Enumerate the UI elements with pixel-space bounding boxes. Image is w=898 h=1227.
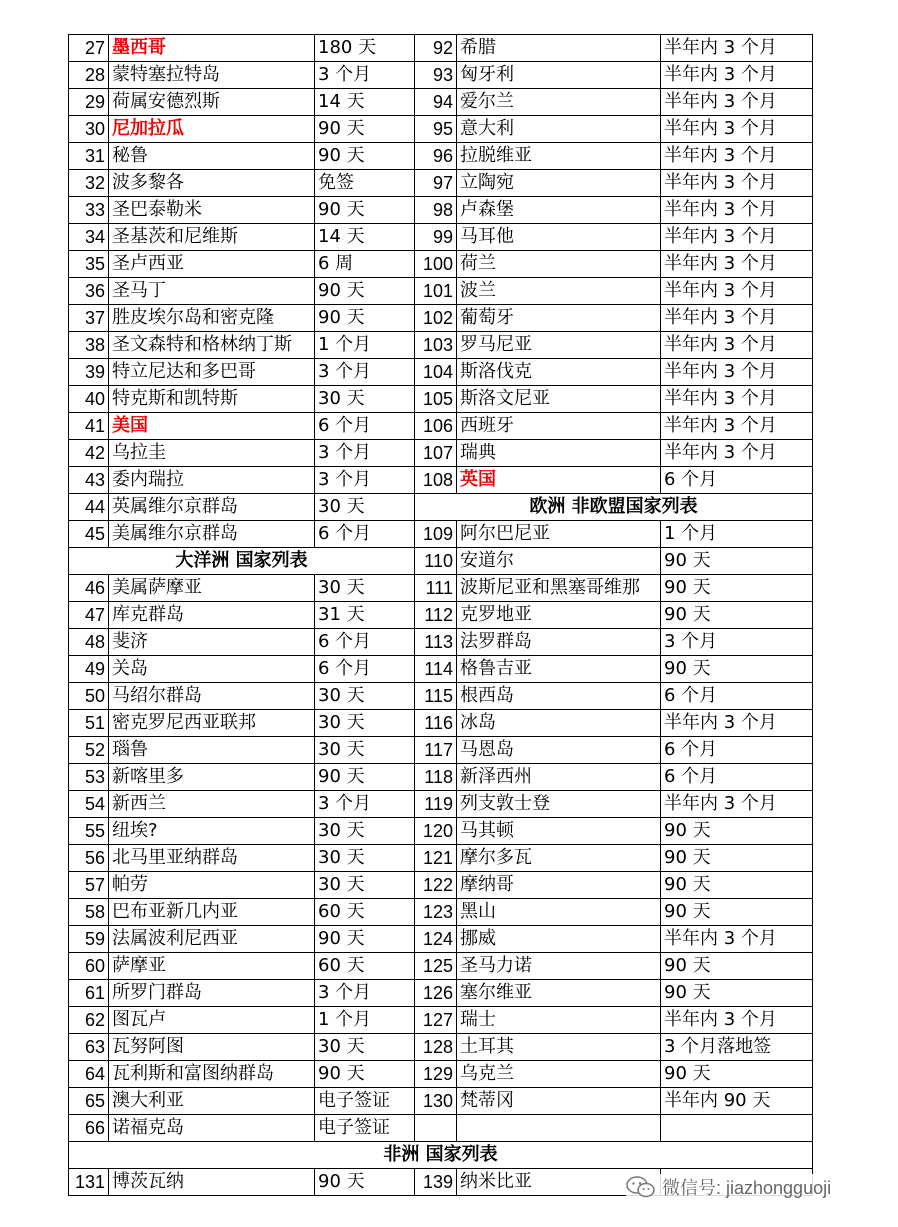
table-row bbox=[69, 278, 813, 305]
country-name: 胜皮埃尔岛和密克隆 bbox=[109, 305, 315, 332]
visa-duration: 半年内 3 个月 bbox=[661, 413, 813, 440]
country-name: 卢森堡 bbox=[457, 197, 661, 224]
section-header: 欧洲 非欧盟国家列表 bbox=[415, 494, 813, 521]
visa-duration: 90 天 bbox=[661, 602, 813, 629]
row-number: 35 bbox=[69, 251, 109, 278]
visa-duration: 30 天 bbox=[315, 494, 415, 521]
country-name: 巴布亚新几内亚 bbox=[109, 899, 315, 926]
visa-duration: 3 个月 bbox=[661, 629, 813, 656]
visa-duration: 半年内 90 天 bbox=[661, 1088, 813, 1115]
country-name: 新泽西州 bbox=[457, 764, 661, 791]
country-name: 立陶宛 bbox=[457, 170, 661, 197]
row-number: 98 bbox=[415, 197, 457, 224]
row-number: 111 bbox=[415, 575, 457, 602]
row-number: 65 bbox=[69, 1088, 109, 1115]
row-number: 60 bbox=[69, 953, 109, 980]
country-name: 所罗门群岛 bbox=[109, 980, 315, 1007]
visa-table-body bbox=[69, 35, 813, 1196]
table-row bbox=[69, 710, 813, 737]
row-number: 99 bbox=[415, 224, 457, 251]
row-number: 110 bbox=[415, 548, 457, 575]
visa-duration: 电子签证 bbox=[315, 1115, 415, 1142]
visa-duration: 90 天 bbox=[315, 278, 415, 305]
visa-duration: 30 天 bbox=[315, 386, 415, 413]
row-number: 51 bbox=[69, 710, 109, 737]
visa-duration: 半年内 3 个月 bbox=[661, 386, 813, 413]
row-number: 44 bbox=[69, 494, 109, 521]
visa-duration: 3 个月 bbox=[315, 467, 415, 494]
row-number: 59 bbox=[69, 926, 109, 953]
row-number: 63 bbox=[69, 1034, 109, 1061]
table-row bbox=[69, 413, 813, 440]
country-name: 冰岛 bbox=[457, 710, 661, 737]
country-name: 安道尔 bbox=[457, 548, 661, 575]
visa-duration: 14 天 bbox=[315, 224, 415, 251]
row-number: 109 bbox=[415, 521, 457, 548]
table-row bbox=[69, 980, 813, 1007]
country-name: 荷属安德烈斯 bbox=[109, 89, 315, 116]
country-name: 尼加拉瓜 bbox=[109, 116, 315, 143]
country-name: 拉脱维亚 bbox=[457, 143, 661, 170]
visa-duration: 30 天 bbox=[315, 575, 415, 602]
country-name: 斯洛伐克 bbox=[457, 359, 661, 386]
country-name: 博茨瓦纳 bbox=[109, 1169, 315, 1196]
country-name: 美属萨摩亚 bbox=[109, 575, 315, 602]
visa-duration: 30 天 bbox=[315, 818, 415, 845]
country-name: 波多黎各 bbox=[109, 170, 315, 197]
country-name: 萨摩亚 bbox=[109, 953, 315, 980]
row-number: 117 bbox=[415, 737, 457, 764]
visa-duration: 半年内 3 个月 bbox=[661, 197, 813, 224]
visa-duration: 免签 bbox=[315, 170, 415, 197]
visa-duration: 3 个月 bbox=[315, 62, 415, 89]
visa-duration: 1 个月 bbox=[315, 1007, 415, 1034]
table-row bbox=[69, 89, 813, 116]
table-row bbox=[69, 1115, 813, 1142]
country-name: 阿尔巴尼亚 bbox=[457, 521, 661, 548]
country-name: 格鲁吉亚 bbox=[457, 656, 661, 683]
row-number: 101 bbox=[415, 278, 457, 305]
row-number: 48 bbox=[69, 629, 109, 656]
row-number: 121 bbox=[415, 845, 457, 872]
visa-duration: 30 天 bbox=[315, 1034, 415, 1061]
country-name: 圣马丁 bbox=[109, 278, 315, 305]
country-name: 北马里亚纳群岛 bbox=[109, 845, 315, 872]
visa-duration: 90 天 bbox=[661, 872, 813, 899]
country-name: 法属波利尼西亚 bbox=[109, 926, 315, 953]
row-number: 39 bbox=[69, 359, 109, 386]
row-number: 47 bbox=[69, 602, 109, 629]
visa-duration: 90 天 bbox=[315, 1169, 415, 1196]
row-number: 127 bbox=[415, 1007, 457, 1034]
table-row bbox=[69, 791, 813, 818]
row-number: 105 bbox=[415, 386, 457, 413]
visa-duration: 半年内 3 个月 bbox=[661, 1007, 813, 1034]
visa-duration: 30 天 bbox=[315, 710, 415, 737]
row-number: 113 bbox=[415, 629, 457, 656]
table-row bbox=[69, 440, 813, 467]
row-number: 95 bbox=[415, 116, 457, 143]
row-number: 114 bbox=[415, 656, 457, 683]
row-number: 43 bbox=[69, 467, 109, 494]
row-number: 116 bbox=[415, 710, 457, 737]
visa-duration: 半年内 3 个月 bbox=[661, 305, 813, 332]
visa-duration: 6 个月 bbox=[315, 413, 415, 440]
visa-duration: 180 天 bbox=[315, 35, 415, 62]
row-number: 27 bbox=[69, 35, 109, 62]
table-row bbox=[69, 386, 813, 413]
table-row bbox=[69, 521, 813, 548]
row-number: 139 bbox=[415, 1169, 457, 1196]
country-name: 秘鲁 bbox=[109, 143, 315, 170]
visa-duration: 半年内 3 个月 bbox=[661, 170, 813, 197]
table-row bbox=[69, 359, 813, 386]
country-name: 摩纳哥 bbox=[457, 872, 661, 899]
visa-duration: 6 个月 bbox=[661, 683, 813, 710]
row-number: 124 bbox=[415, 926, 457, 953]
row-number: 46 bbox=[69, 575, 109, 602]
visa-duration: 半年内 3 个月 bbox=[661, 332, 813, 359]
country-name: 关岛 bbox=[109, 656, 315, 683]
country-name: 塞尔维亚 bbox=[457, 980, 661, 1007]
visa-duration: 90 天 bbox=[315, 305, 415, 332]
visa-duration: 半年内 3 个月 bbox=[661, 926, 813, 953]
table-row bbox=[69, 575, 813, 602]
country-name: 新喀里多 bbox=[109, 764, 315, 791]
country-name: 斐济 bbox=[109, 629, 315, 656]
row-number: 97 bbox=[415, 170, 457, 197]
table-row bbox=[69, 305, 813, 332]
visa-duration: 60 天 bbox=[315, 899, 415, 926]
country-name: 乌拉圭 bbox=[109, 440, 315, 467]
row-number: 102 bbox=[415, 305, 457, 332]
row-number: 50 bbox=[69, 683, 109, 710]
visa-duration: 90 天 bbox=[661, 818, 813, 845]
country-name: 列支敦士登 bbox=[457, 791, 661, 818]
visa-duration: 90 天 bbox=[315, 926, 415, 953]
visa-duration: 90 天 bbox=[661, 899, 813, 926]
visa-duration: 半年内 3 个月 bbox=[661, 224, 813, 251]
row-number: 30 bbox=[69, 116, 109, 143]
table-row bbox=[69, 1142, 813, 1169]
country-name: 圣文森特和格林纳丁斯 bbox=[109, 332, 315, 359]
country-name: 波斯尼亚和黑塞哥维那 bbox=[457, 575, 661, 602]
country-name: 诺福克岛 bbox=[109, 1115, 315, 1142]
table-row bbox=[69, 143, 813, 170]
country-name: 爱尔兰 bbox=[457, 89, 661, 116]
row-number: 93 bbox=[415, 62, 457, 89]
table-row bbox=[69, 251, 813, 278]
table-row bbox=[69, 116, 813, 143]
visa-duration: 90 天 bbox=[661, 980, 813, 1007]
country-name: 瑞典 bbox=[457, 440, 661, 467]
row-number: 119 bbox=[415, 791, 457, 818]
country-name: 纳米比亚 bbox=[457, 1169, 661, 1196]
row-number: 34 bbox=[69, 224, 109, 251]
country-name: 蒙特塞拉特岛 bbox=[109, 62, 315, 89]
country-name bbox=[457, 1115, 661, 1142]
row-number: 29 bbox=[69, 89, 109, 116]
table-row bbox=[69, 332, 813, 359]
row-number: 33 bbox=[69, 197, 109, 224]
row-number: 118 bbox=[415, 764, 457, 791]
visa-duration: 60 天 bbox=[315, 953, 415, 980]
visa-duration: 半年内 3 个月 bbox=[661, 359, 813, 386]
visa-duration: 30 天 bbox=[315, 845, 415, 872]
country-name: 特克斯和凯特斯 bbox=[109, 386, 315, 413]
visa-duration: 3 个月 bbox=[315, 359, 415, 386]
visa-duration: 90 天 bbox=[315, 197, 415, 224]
row-number: 40 bbox=[69, 386, 109, 413]
country-name: 挪威 bbox=[457, 926, 661, 953]
wechat-icon bbox=[626, 1176, 656, 1198]
table-row bbox=[69, 629, 813, 656]
visa-duration: 90 天 bbox=[661, 953, 813, 980]
row-number: 52 bbox=[69, 737, 109, 764]
country-name: 英属维尔京群岛 bbox=[109, 494, 315, 521]
country-name: 密克罗尼西亚联邦 bbox=[109, 710, 315, 737]
country-name: 圣巴泰勒米 bbox=[109, 197, 315, 224]
country-name: 瑙鲁 bbox=[109, 737, 315, 764]
visa-duration: 半年内 3 个月 bbox=[661, 35, 813, 62]
country-name: 梵蒂冈 bbox=[457, 1088, 661, 1115]
country-name: 图瓦卢 bbox=[109, 1007, 315, 1034]
table-row bbox=[69, 1034, 813, 1061]
row-number: 106 bbox=[415, 413, 457, 440]
table-row bbox=[69, 953, 813, 980]
visa-duration: 半年内 3 个月 bbox=[661, 278, 813, 305]
row-number: 115 bbox=[415, 683, 457, 710]
row-number: 32 bbox=[69, 170, 109, 197]
visa-duration: 1 个月 bbox=[661, 521, 813, 548]
watermark-text: 微信号: jiazhongguoji bbox=[662, 1178, 832, 1198]
country-name: 瓦努阿图 bbox=[109, 1034, 315, 1061]
row-number: 104 bbox=[415, 359, 457, 386]
country-name: 马耳他 bbox=[457, 224, 661, 251]
visa-duration: 6 个月 bbox=[661, 737, 813, 764]
visa-duration: 6 个月 bbox=[661, 764, 813, 791]
visa-duration: 3 个月 bbox=[315, 791, 415, 818]
row-number: 42 bbox=[69, 440, 109, 467]
country-name: 美国 bbox=[109, 413, 315, 440]
table-row bbox=[69, 1061, 813, 1088]
visa-duration: 6 个月 bbox=[315, 521, 415, 548]
table-row bbox=[69, 35, 813, 62]
visa-duration: 6 个月 bbox=[315, 629, 415, 656]
table-row bbox=[69, 737, 813, 764]
country-name: 葡萄牙 bbox=[457, 305, 661, 332]
row-number: 58 bbox=[69, 899, 109, 926]
country-name: 匈牙利 bbox=[457, 62, 661, 89]
visa-duration: 90 天 bbox=[315, 1061, 415, 1088]
visa-duration: 半年内 3 个月 bbox=[661, 440, 813, 467]
country-name: 墨西哥 bbox=[109, 35, 315, 62]
country-name: 马绍尔群岛 bbox=[109, 683, 315, 710]
table-row bbox=[69, 62, 813, 89]
country-name: 罗马尼亚 bbox=[457, 332, 661, 359]
visa-duration: 3 个月落地签 bbox=[661, 1034, 813, 1061]
country-name: 克罗地亚 bbox=[457, 602, 661, 629]
country-name: 帕劳 bbox=[109, 872, 315, 899]
row-number: 129 bbox=[415, 1061, 457, 1088]
row-number: 49 bbox=[69, 656, 109, 683]
country-name: 乌克兰 bbox=[457, 1061, 661, 1088]
visa-duration: 14 天 bbox=[315, 89, 415, 116]
country-name: 瓦利斯和富图纳群岛 bbox=[109, 1061, 315, 1088]
visa-duration: 半年内 3 个月 bbox=[661, 116, 813, 143]
visa-duration: 90 天 bbox=[315, 116, 415, 143]
country-name: 纽埃? bbox=[109, 818, 315, 845]
row-number: 130 bbox=[415, 1088, 457, 1115]
row-number: 96 bbox=[415, 143, 457, 170]
country-name: 委内瑞拉 bbox=[109, 467, 315, 494]
section-header: 非洲 国家列表 bbox=[69, 1142, 813, 1169]
table-row bbox=[69, 494, 813, 521]
visa-duration: 6 周 bbox=[315, 251, 415, 278]
visa-duration: 90 天 bbox=[661, 845, 813, 872]
table-row bbox=[69, 872, 813, 899]
table-row bbox=[69, 602, 813, 629]
country-name: 圣基茨和尼维斯 bbox=[109, 224, 315, 251]
country-name: 斯洛文尼亚 bbox=[457, 386, 661, 413]
row-number: 123 bbox=[415, 899, 457, 926]
section-header: 大洋洲 国家列表 bbox=[69, 548, 415, 575]
country-name: 圣卢西亚 bbox=[109, 251, 315, 278]
country-name: 根西岛 bbox=[457, 683, 661, 710]
row-number: 128 bbox=[415, 1034, 457, 1061]
country-name: 库克群岛 bbox=[109, 602, 315, 629]
visa-duration: 30 天 bbox=[315, 737, 415, 764]
row-number: 54 bbox=[69, 791, 109, 818]
row-number: 41 bbox=[69, 413, 109, 440]
country-name: 马其顿 bbox=[457, 818, 661, 845]
country-name: 瑞士 bbox=[457, 1007, 661, 1034]
country-name: 澳大利亚 bbox=[109, 1088, 315, 1115]
country-name: 荷兰 bbox=[457, 251, 661, 278]
visa-duration: 半年内 3 个月 bbox=[661, 143, 813, 170]
table-row bbox=[69, 224, 813, 251]
row-number: 122 bbox=[415, 872, 457, 899]
row-number: 92 bbox=[415, 35, 457, 62]
row-number: 120 bbox=[415, 818, 457, 845]
visa-duration: 半年内 3 个月 bbox=[661, 791, 813, 818]
table-row bbox=[69, 1088, 813, 1115]
row-number: 62 bbox=[69, 1007, 109, 1034]
country-name: 波兰 bbox=[457, 278, 661, 305]
country-name: 法罗群岛 bbox=[457, 629, 661, 656]
table-row bbox=[69, 197, 813, 224]
visa-duration: 90 天 bbox=[661, 548, 813, 575]
visa-duration: 半年内 3 个月 bbox=[661, 710, 813, 737]
country-name: 希腊 bbox=[457, 35, 661, 62]
country-name: 特立尼达和多巴哥 bbox=[109, 359, 315, 386]
row-number: 37 bbox=[69, 305, 109, 332]
visa-duration: 1 个月 bbox=[315, 332, 415, 359]
row-number: 56 bbox=[69, 845, 109, 872]
country-name: 美属维尔京群岛 bbox=[109, 521, 315, 548]
table-row bbox=[69, 467, 813, 494]
row-number: 28 bbox=[69, 62, 109, 89]
watermark bbox=[626, 1174, 876, 1200]
visa-duration: 6 个月 bbox=[315, 656, 415, 683]
row-number: 45 bbox=[69, 521, 109, 548]
row-number: 107 bbox=[415, 440, 457, 467]
row-number: 100 bbox=[415, 251, 457, 278]
row-number: 31 bbox=[69, 143, 109, 170]
country-name: 土耳其 bbox=[457, 1034, 661, 1061]
visa-duration: 30 天 bbox=[315, 872, 415, 899]
visa-duration: 半年内 3 个月 bbox=[661, 89, 813, 116]
table-row bbox=[69, 899, 813, 926]
visa-duration: 90 天 bbox=[661, 656, 813, 683]
row-number: 125 bbox=[415, 953, 457, 980]
row-number bbox=[415, 1115, 457, 1142]
country-name: 黑山 bbox=[457, 899, 661, 926]
table-row bbox=[69, 926, 813, 953]
table-row bbox=[69, 818, 813, 845]
row-number: 131 bbox=[69, 1169, 109, 1196]
row-number: 57 bbox=[69, 872, 109, 899]
row-number: 94 bbox=[415, 89, 457, 116]
visa-duration: 90 天 bbox=[315, 764, 415, 791]
country-name: 新西兰 bbox=[109, 791, 315, 818]
table-row bbox=[69, 548, 813, 575]
table-row bbox=[69, 845, 813, 872]
row-number: 112 bbox=[415, 602, 457, 629]
visa-duration: 6 个月 bbox=[661, 467, 813, 494]
row-number: 103 bbox=[415, 332, 457, 359]
country-name: 马恩岛 bbox=[457, 737, 661, 764]
country-name: 摩尔多瓦 bbox=[457, 845, 661, 872]
table-row bbox=[69, 170, 813, 197]
visa-duration: 3 个月 bbox=[315, 980, 415, 1007]
visa-duration: 电子签证 bbox=[315, 1088, 415, 1115]
row-number: 53 bbox=[69, 764, 109, 791]
row-number: 126 bbox=[415, 980, 457, 1007]
visa-duration bbox=[661, 1115, 813, 1142]
row-number: 64 bbox=[69, 1061, 109, 1088]
row-number: 38 bbox=[69, 332, 109, 359]
visa-duration: 半年内 3 个月 bbox=[661, 251, 813, 278]
row-number: 66 bbox=[69, 1115, 109, 1142]
visa-table bbox=[68, 34, 813, 1196]
visa-duration: 90 天 bbox=[661, 575, 813, 602]
table-row bbox=[69, 656, 813, 683]
row-number: 108 bbox=[415, 467, 457, 494]
table-row bbox=[69, 1007, 813, 1034]
visa-duration: 90 天 bbox=[661, 1061, 813, 1088]
country-name: 意大利 bbox=[457, 116, 661, 143]
country-name: 英国 bbox=[457, 467, 661, 494]
table-row bbox=[69, 764, 813, 791]
country-name: 圣马力诺 bbox=[457, 953, 661, 980]
visa-duration: 半年内 3 个月 bbox=[661, 62, 813, 89]
country-name: 西班牙 bbox=[457, 413, 661, 440]
visa-duration: 30 天 bbox=[315, 683, 415, 710]
table-row bbox=[69, 683, 813, 710]
row-number: 55 bbox=[69, 818, 109, 845]
row-number: 36 bbox=[69, 278, 109, 305]
row-number: 61 bbox=[69, 980, 109, 1007]
visa-duration: 90 天 bbox=[315, 143, 415, 170]
visa-duration: 31 天 bbox=[315, 602, 415, 629]
visa-duration: 3 个月 bbox=[315, 440, 415, 467]
